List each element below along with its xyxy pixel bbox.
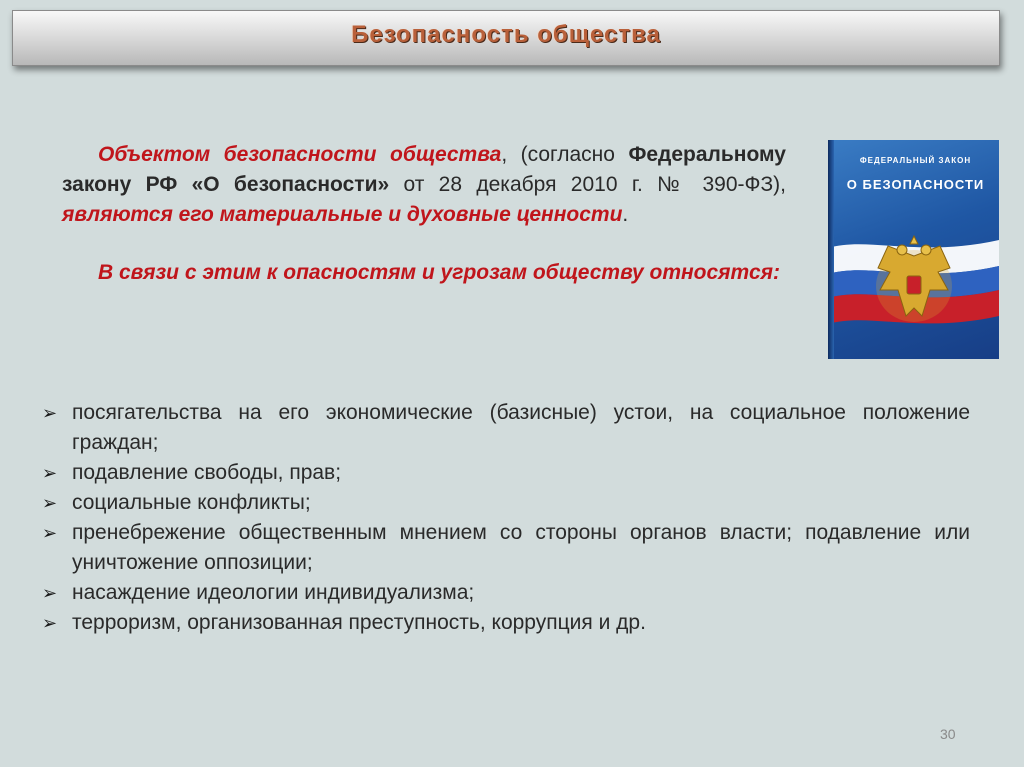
arrow-bullet-icon: ➢ [42, 493, 58, 513]
title-bar [12, 10, 1000, 66]
intro-plain-2: от 28 декабря 2010 г. № 390-ФЗ), [389, 173, 786, 196]
list-item [42, 488, 970, 518]
slide-title: Безопасность общества [351, 21, 661, 48]
intro-red-2: являются его материальные и духовные ценности [62, 203, 623, 226]
list-item [42, 398, 970, 458]
list-item-text: насаждение идеологии индивидуализма; [72, 581, 475, 604]
list-item-text: социальные конфликты; [72, 491, 311, 514]
book-title: О БЕЗОПАСНОСТИ [846, 177, 985, 192]
list-item-text: посягательства на его экономические (базисные) устои, на социальное положение граждан; [72, 401, 970, 454]
law-book-cover [828, 140, 999, 359]
intro-text [62, 140, 786, 288]
list-item [42, 578, 970, 608]
book-spine [828, 140, 834, 359]
arrow-bullet-icon: ➢ [42, 523, 58, 543]
intro-paragraph-1 [62, 140, 786, 230]
list-item [42, 518, 970, 578]
list-item-text: подавление свободы, прав; [72, 461, 342, 484]
flag-and-emblem-graphic [828, 140, 999, 359]
arrow-bullet-icon: ➢ [42, 463, 58, 483]
intro-paragraph-2: В связи с этим к опасностям и угрозам обществу относятся: [98, 261, 780, 284]
arrow-bullet-icon: ➢ [42, 403, 58, 423]
intro-plain-1: , (согласно [501, 143, 629, 166]
arrow-bullet-icon: ➢ [42, 583, 58, 603]
list-item-text: терроризм, организованная преступность, коррупция и др. [72, 611, 646, 634]
threats-list [42, 398, 970, 638]
intro-end: . [622, 203, 629, 226]
book-header: ФЕДЕРАЛЬНЫЙ ЗАКОН [859, 156, 972, 165]
list-item [42, 458, 970, 488]
arrow-bullet-icon: ➢ [42, 613, 58, 633]
page-number: 30 [940, 726, 956, 742]
intro-red-1: Объектом безопасности общества [98, 143, 502, 166]
list-item-text: пренебрежение общественным мнением со стороны органов власти; подавление или уничтожение оппозиции; [72, 521, 970, 574]
list-item [42, 608, 970, 638]
intro-law-name: Федеральному закону РФ «О безопасности» [62, 143, 786, 196]
